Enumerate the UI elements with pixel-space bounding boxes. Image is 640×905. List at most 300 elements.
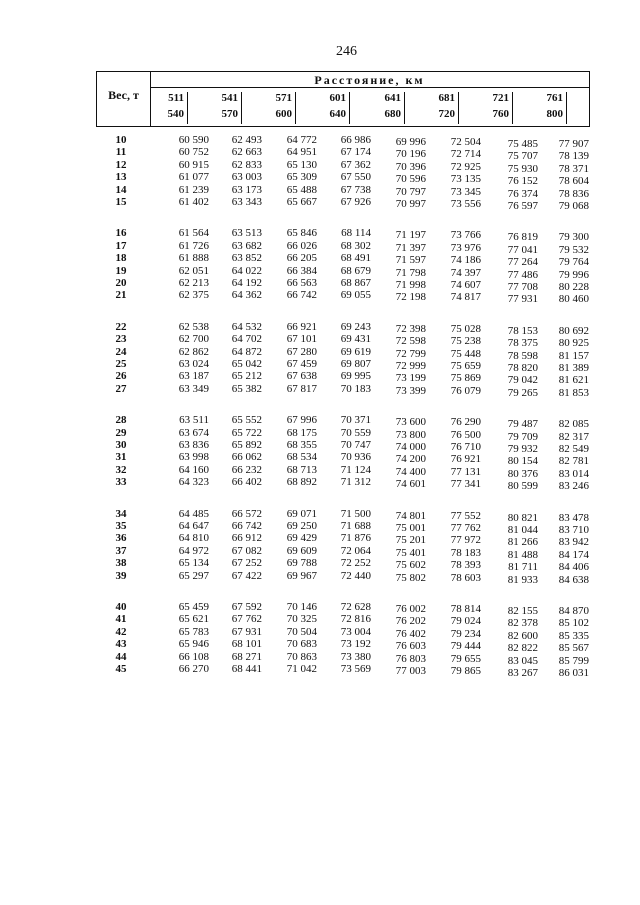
distance-value-cell: 63 852: [231, 252, 262, 265]
distance-value-cell: 82 822: [507, 642, 538, 655]
distance-value-cell: 73 976: [450, 241, 481, 254]
distance-value-cell: 72 064: [340, 544, 371, 557]
range-to: 720: [438, 108, 455, 120]
weight-cell: 13: [115, 171, 127, 184]
distance-value-cell: 64 485: [178, 507, 209, 520]
distance-value-cell: 77 341: [450, 478, 481, 491]
distance-value-cell: 62 051: [178, 264, 209, 277]
distance-value-cell: 75 602: [395, 559, 426, 572]
weight-cell: 41: [115, 613, 127, 626]
distance-value-cell: 75 238: [450, 335, 481, 348]
distance-value-cell: 67 996: [286, 414, 317, 427]
distance-value-cell: 79 655: [450, 652, 481, 665]
weight-cell: 18: [115, 252, 127, 265]
distance-value-cell: 79 532: [558, 243, 589, 256]
distance-value-cell: 78 603: [450, 571, 481, 584]
weight-cell: 22: [115, 320, 127, 333]
distance-value-cell: 80 460: [558, 293, 589, 306]
distance-value-cell: 80 692: [558, 324, 589, 337]
distance-value-cell: 73 192: [340, 638, 371, 651]
distance-value-cell: 67 174: [340, 146, 371, 159]
distance-value-cell: 85 799: [558, 654, 589, 667]
distance-value-cell: 78 604: [558, 175, 589, 188]
distance-value-cell: 64 772: [286, 134, 317, 146]
distance-value-cell: 62 833: [231, 158, 262, 171]
distance-value-cell: 78 836: [558, 187, 589, 200]
weight-cell: 27: [115, 382, 127, 395]
weight-cell: 17: [115, 239, 127, 252]
distance-value-cell: 71 397: [395, 241, 426, 254]
distance-value-cell: 66 402: [231, 476, 262, 489]
distance-value-cell: 64 810: [178, 532, 209, 545]
distance-value-cell: 73 199: [395, 372, 426, 385]
distance-value-cell: 75 659: [450, 360, 481, 372]
distance-value-cell: 65 042: [231, 358, 262, 370]
distance-value-cell: 73 556: [450, 198, 481, 210]
distance-value-cell: 82 600: [507, 629, 538, 642]
weight-cell: 12: [115, 158, 127, 171]
distance-value-cell: 71 688: [340, 520, 371, 532]
distance-value-cell: 65 309: [286, 171, 317, 184]
distance-value-cell: 78 375: [507, 337, 538, 350]
distance-value-cell: 70 183: [340, 382, 371, 395]
distance-value-cell: 75 448: [450, 347, 481, 360]
range-to: 680: [384, 108, 401, 120]
distance-value-cell: 70 747: [340, 439, 371, 451]
distance-value-cell: 66 986: [340, 134, 371, 146]
distance-value-cell: 76 402: [395, 627, 426, 640]
distance-value-cell: 83 045: [507, 654, 538, 667]
distance-value-cell: 79 709: [507, 430, 538, 443]
weight-cell: 42: [115, 625, 127, 638]
distance-value-cell: 65 459: [178, 601, 209, 613]
distance-value-cell: 67 817: [286, 382, 317, 395]
distance-value-cell: 64 160: [178, 463, 209, 476]
distance-value-cell: 66 921: [286, 320, 317, 333]
weight-cell: 44: [115, 650, 127, 663]
distance-value-cell: 83 246: [558, 480, 589, 493]
distance-value-cell: 68 355: [286, 439, 317, 451]
distance-value-cell: 77 131: [450, 465, 481, 478]
distance-value-cell: 69 995: [340, 370, 371, 383]
distance-value-cell: 80 821: [507, 511, 538, 524]
range-to: 600: [275, 108, 292, 120]
distance-value-cell: 70 683: [286, 638, 317, 651]
distance-value-cell: 74 801: [395, 509, 426, 522]
distance-value-cell: 81 711: [508, 561, 538, 574]
distance-value-cell: 83 710: [558, 524, 589, 536]
distance-value-cell: 68 302: [340, 239, 371, 252]
distance-value-cell: 78 139: [558, 150, 589, 163]
weight-cell: 11: [115, 146, 127, 159]
distance-value-cell: 77 003: [395, 665, 426, 677]
weight-column-header: Вес, т: [108, 88, 139, 102]
distance-value-cell: 72 398: [395, 322, 426, 335]
distance-value-cell: 76 603: [395, 640, 426, 653]
distance-value-cell: 81 266: [507, 536, 538, 549]
distance-value-cell: 78 393: [450, 559, 481, 572]
distance-value-cell: 60 752: [178, 146, 209, 159]
distance-value-cell: 65 892: [231, 439, 262, 451]
distance-value-cell: 76 152: [507, 175, 538, 188]
weight-cell: 29: [115, 426, 127, 439]
distance-value-cell: 74 607: [450, 279, 481, 291]
distance-value-cell: 77 972: [450, 534, 481, 547]
distance-value-cell: 76 710: [450, 441, 481, 453]
range-to: 570: [221, 108, 238, 120]
distance-value-cell: 78 820: [507, 362, 538, 374]
distance-value-cell: 71 042: [286, 663, 317, 675]
distance-value-cell: 67 082: [231, 544, 262, 557]
distance-value-cell: 65 946: [178, 638, 209, 651]
distance-value-cell: 63 513: [231, 227, 262, 240]
distance-value-cell: 70 997: [395, 198, 426, 210]
distance-value-cell: 67 738: [340, 183, 371, 196]
distance-value-cell: 68 534: [286, 451, 317, 464]
distance-value-cell: 79 024: [450, 615, 481, 628]
distance-value-cell: 70 146: [286, 601, 317, 613]
distance-value-cell: 65 130: [286, 158, 317, 171]
distance-value-cell: 81 389: [558, 362, 589, 374]
distance-value-cell: 69 609: [286, 544, 317, 557]
distance-value-cell: 83 267: [507, 667, 538, 679]
range-bracket: [456, 92, 459, 124]
distance-value-cell: 66 062: [231, 451, 262, 464]
distance-value-cell: 64 362: [231, 289, 262, 302]
distance-value-cell: 76 079: [450, 384, 481, 397]
distance-value-cell: 63 187: [178, 370, 209, 383]
range-from: 541: [221, 92, 238, 104]
distance-value-cell: 61 239: [178, 183, 209, 196]
distance-value-cell: 72 816: [340, 613, 371, 626]
distance-value-cell: 79 487: [507, 418, 538, 431]
distance-value-cell: 67 252: [231, 557, 262, 570]
distance-value-cell: 78 814: [450, 603, 481, 615]
distance-value-cell: 82 317: [558, 430, 589, 443]
distance-value-cell: 69 429: [286, 532, 317, 545]
distance-value-cell: 76 803: [395, 652, 426, 665]
distance-value-cell: 70 596: [395, 173, 426, 186]
distance-value-cell: 69 243: [340, 320, 371, 333]
weight-cell: 19: [115, 264, 127, 277]
distance-value-cell: 74 817: [450, 291, 481, 304]
distance-value-cell: 68 713: [286, 463, 317, 476]
distance-value-cell: 82 085: [558, 418, 589, 431]
range-bracket: [564, 92, 567, 124]
distance-value-cell: 64 022: [231, 264, 262, 277]
range-from: 571: [275, 92, 292, 104]
distance-value-cell: 66 384: [286, 264, 317, 277]
range-header: [248, 92, 296, 126]
distance-value-cell: 65 382: [231, 382, 262, 395]
distance-value-cell: 72 252: [340, 557, 371, 570]
distance-value-cell: 69 619: [340, 345, 371, 358]
distance-value-cell: 69 807: [340, 358, 371, 370]
distance-value-cell: 67 362: [340, 158, 371, 171]
distance-value-cell: 72 440: [340, 569, 371, 582]
distance-value-cell: 74 601: [395, 478, 426, 491]
distance-value-cell: 70 371: [340, 414, 371, 427]
distance-value-cell: 69 788: [286, 557, 317, 570]
distance-value-cell: 79 300: [558, 231, 589, 244]
distance-value-cell: 79 865: [450, 665, 481, 677]
distance-value-cell: 62 862: [178, 345, 209, 358]
distance-value-cell: 68 101: [231, 638, 262, 651]
distance-value-cell: 67 592: [231, 601, 262, 613]
distance-value-cell: 64 951: [286, 146, 317, 159]
distance-value-cell: 63 343: [231, 196, 262, 208]
distance-value-cell: 64 972: [178, 544, 209, 557]
distance-value-cell: 63 024: [178, 358, 209, 370]
distance-value-cell: 72 714: [450, 148, 481, 161]
distance-value-cell: 62 213: [178, 277, 209, 289]
distance-value-cell: 81 933: [507, 573, 538, 586]
distance-value-cell: 79 444: [450, 640, 481, 653]
weight-cell: 30: [115, 439, 127, 451]
distance-value-cell: 75 869: [450, 372, 481, 385]
distance-value-cell: 63 836: [178, 439, 209, 451]
weight-cell: 33: [115, 476, 127, 489]
distance-value-cell: 61 402: [178, 196, 209, 208]
distance-value-cell: 61 564: [178, 227, 209, 240]
distance-value-cell: 68 271: [231, 650, 262, 663]
distance-value-cell: 65 667: [286, 196, 317, 208]
weight-cell: 38: [115, 557, 127, 570]
distance-value-cell: 76 500: [450, 428, 481, 441]
distance-value-cell: 78 371: [558, 162, 589, 175]
weight-cell: 45: [115, 663, 127, 675]
distance-value-cell: 84 638: [558, 573, 589, 586]
range-to: 540: [167, 108, 184, 120]
distance-value-cell: 83 942: [558, 536, 589, 549]
distance-value-cell: 63 682: [231, 239, 262, 252]
distance-value-cell: 61 888: [178, 252, 209, 265]
weight-cell: 36: [115, 532, 127, 545]
distance-value-cell: 70 863: [286, 650, 317, 663]
distance-value-cell: 67 550: [340, 171, 371, 184]
distance-value-cell: 71 312: [340, 476, 371, 489]
distance-value-cell: 79 068: [558, 200, 589, 212]
distance-value-cell: 79 996: [558, 268, 589, 281]
distance-value-cell: 64 532: [231, 320, 262, 333]
distance-value-cell: 76 597: [507, 200, 538, 212]
distance-value-cell: 80 154: [507, 455, 538, 468]
distance-value-cell: 65 212: [231, 370, 262, 383]
distance-value-cell: 63 173: [231, 183, 262, 196]
distance-value-cell: 77 708: [507, 281, 538, 293]
distance-value-cell: 73 600: [395, 416, 426, 429]
distance-value-cell: 71 124: [340, 463, 371, 476]
distance-value-cell: 66 563: [286, 277, 317, 289]
range-from: 511: [168, 92, 184, 104]
distance-value-cell: 79 265: [507, 386, 538, 399]
distance-value-cell: 85 102: [558, 617, 589, 630]
weight-cell: 32: [115, 463, 127, 476]
weight-cell: 23: [115, 333, 127, 346]
distance-value-cell: 70 936: [340, 451, 371, 464]
range-header: [357, 92, 405, 126]
distance-value-cell: 72 504: [450, 136, 481, 148]
distance-value-cell: 65 621: [178, 613, 209, 626]
distance-value-cell: 68 114: [341, 227, 371, 240]
distance-value-cell: 68 867: [340, 277, 371, 289]
distance-value-cell: 74 000: [395, 441, 426, 453]
distance-value-cell: 61 077: [178, 171, 209, 184]
distance-value-cell: 77 931: [507, 293, 538, 306]
distance-value-cell: 67 762: [231, 613, 262, 626]
range-header: [194, 92, 242, 126]
distance-value-cell: 76 202: [395, 615, 426, 628]
distance-value-cell: 82 155: [507, 605, 538, 617]
distance-value-cell: 74 397: [450, 266, 481, 279]
distance-value-cell: 80 376: [507, 467, 538, 480]
distance-value-cell: 62 493: [231, 134, 262, 146]
distance-value-cell: 70 196: [395, 148, 426, 161]
weight-cell: 14: [115, 183, 127, 196]
distance-value-cell: 73 800: [395, 428, 426, 441]
distance-value-cell: 66 572: [231, 507, 262, 520]
distance-value-cell: 66 270: [178, 663, 209, 675]
distance-value-cell: 67 926: [340, 196, 371, 208]
weight-cell: 37: [115, 544, 127, 557]
distance-value-cell: 71 197: [395, 229, 426, 242]
table-header: [96, 71, 590, 127]
distance-value-cell: 81 621: [558, 374, 589, 387]
distance-value-cell: 79 932: [507, 443, 538, 455]
distance-value-cell: 63 998: [178, 451, 209, 464]
range-from: 641: [384, 92, 401, 104]
distance-value-cell: 81 044: [507, 524, 538, 536]
weight-cell: 15: [115, 196, 127, 208]
distance-value-cell: 73 380: [340, 650, 371, 663]
distance-value-cell: 75 401: [395, 546, 426, 559]
distance-value-cell: 63 511: [179, 414, 209, 427]
distance-value-cell: 71 998: [395, 279, 426, 291]
distance-value-cell: 63 003: [231, 171, 262, 184]
distance-value-cell: 76 921: [450, 453, 481, 466]
distance-value-cell: 62 663: [231, 146, 262, 159]
distance-value-cell: 73 569: [340, 663, 371, 675]
distance-value-cell: 69 967: [286, 569, 317, 582]
distance-value-cell: 77 552: [450, 509, 481, 522]
distance-value-cell: 80 925: [558, 337, 589, 350]
distance-value-cell: 65 722: [231, 426, 262, 439]
weight-cell: 35: [115, 520, 127, 532]
distance-value-cell: 69 431: [340, 333, 371, 346]
distance-value-cell: 73 766: [450, 229, 481, 242]
distance-value-cell: 73 399: [395, 384, 426, 397]
distance-value-cell: 68 892: [286, 476, 317, 489]
distance-value-cell: 82 378: [507, 617, 538, 630]
distance-value-cell: 70 396: [395, 160, 426, 173]
distance-value-cell: 80 599: [507, 480, 538, 493]
distance-value-cell: 67 101: [286, 333, 317, 346]
distance-value-cell: 74 186: [450, 254, 481, 267]
distance-value-cell: 74 200: [395, 453, 426, 466]
distance-value-cell: 60 915: [178, 158, 209, 171]
range-bracket: [510, 92, 513, 124]
distance-value-cell: 69 996: [395, 136, 426, 148]
distance-value-cell: 72 598: [395, 335, 426, 348]
range-header: [465, 92, 513, 126]
distance-value-cell: 73 135: [450, 173, 481, 186]
weight-cell: 31: [115, 451, 127, 464]
distance-value-cell: 63 674: [178, 426, 209, 439]
range-bracket: [293, 92, 296, 124]
distance-value-cell: 75 485: [507, 138, 538, 150]
weight-cell: 26: [115, 370, 127, 383]
distance-value-cell: 84 406: [558, 561, 589, 574]
distance-value-cell: 67 931: [231, 625, 262, 638]
distance-value-cell: 84 174: [558, 548, 589, 561]
distance-value-cell: 65 783: [178, 625, 209, 638]
distance-value-cell: 70 325: [286, 613, 317, 626]
distance-value-cell: 66 026: [286, 239, 317, 252]
range-header: [302, 92, 350, 126]
distance-value-cell: 68 441: [231, 663, 262, 675]
distance-value-cell: 73 004: [340, 625, 371, 638]
range-header: [519, 92, 567, 126]
distance-value-cell: 76 374: [507, 187, 538, 200]
distance-value-cell: 83 014: [558, 467, 589, 480]
distance-value-cell: 70 797: [395, 185, 426, 198]
distance-value-cell: 68 679: [340, 264, 371, 277]
distance-value-cell: 77 264: [507, 256, 538, 269]
distance-header: Расстояние, км: [314, 73, 425, 87]
distance-value-cell: 76 002: [395, 603, 426, 615]
distance-value-cell: 65 846: [286, 227, 317, 240]
distance-value-cell: 67 422: [231, 569, 262, 582]
distance-value-cell: 67 280: [286, 345, 317, 358]
distance-value-cell: 68 175: [286, 426, 317, 439]
weight-cell: 28: [115, 414, 127, 427]
distance-value-cell: 65 488: [286, 183, 317, 196]
distance-value-cell: 68 491: [340, 252, 371, 265]
weight-cell: 20: [115, 277, 127, 289]
distance-value-cell: 60 590: [178, 134, 209, 146]
distance-value-cell: 67 638: [286, 370, 317, 383]
distance-value-cell: 77 907: [558, 138, 589, 150]
distance-value-cell: 70 504: [286, 625, 317, 638]
distance-value-cell: 66 742: [231, 520, 262, 532]
range-from: 681: [438, 92, 455, 104]
distance-value-cell: 72 198: [395, 291, 426, 304]
distance-value-cell: 80 228: [558, 281, 589, 293]
distance-value-cell: 84 870: [558, 605, 589, 617]
distance-value-cell: 64 647: [178, 520, 209, 532]
weight-cell: 34: [115, 507, 127, 520]
distance-value-cell: 75 201: [395, 534, 426, 547]
distance-value-cell: 64 323: [178, 476, 209, 489]
distance-value-cell: 77 041: [507, 243, 538, 256]
distance-value-cell: 73 345: [450, 185, 481, 198]
distance-value-cell: 64 702: [231, 333, 262, 346]
distance-value-cell: 75 028: [450, 322, 481, 335]
weight-cell: 39: [115, 569, 127, 582]
distance-value-cell: 78 153: [507, 324, 538, 337]
distance-value-cell: 76 819: [507, 231, 538, 244]
distance-value-cell: 77 486: [507, 268, 538, 281]
range-from: 761: [546, 92, 563, 104]
distance-value-cell: 72 628: [340, 601, 371, 613]
distance-value-cell: 81 488: [507, 548, 538, 561]
distance-value-cell: 85 335: [558, 629, 589, 642]
distance-value-cell: 74 400: [395, 465, 426, 478]
distance-value-cell: 67 459: [286, 358, 317, 370]
weight-cell: 16: [115, 227, 127, 240]
distance-value-cell: 65 297: [178, 569, 209, 582]
weight-cell: 40: [115, 601, 127, 613]
